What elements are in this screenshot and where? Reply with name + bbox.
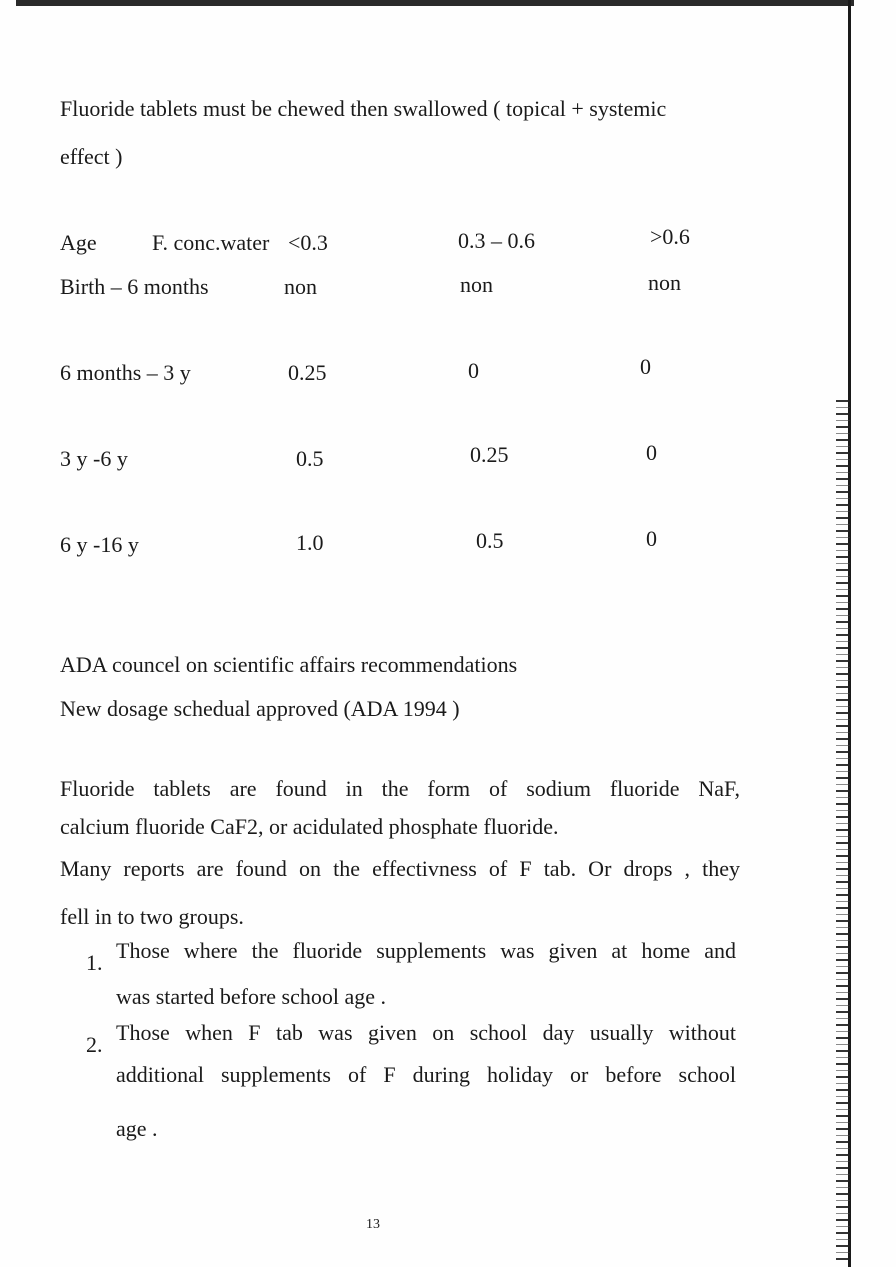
list-item-line: was started before school age .: [116, 984, 387, 1009]
table-cell: 0: [468, 358, 479, 383]
list-number: 2.: [86, 1032, 103, 1057]
table-cell: non: [460, 272, 493, 297]
body-para1-line2: calcium fluoride CaF2, or acidulated phosphate fluoride.: [60, 814, 559, 839]
table-header-col3: >0.6: [650, 224, 690, 249]
table-cell: non: [284, 274, 317, 299]
table-cell: 0.25: [470, 442, 509, 467]
intro-line-2: effect ): [60, 144, 123, 169]
table-cell-age: 6 y -16 y: [60, 532, 139, 557]
table-cell-age: 6 months – 3 y: [60, 360, 191, 385]
table-cell: non: [648, 270, 681, 295]
list-number: 1.: [86, 950, 103, 975]
table-cell: 0.5: [476, 528, 504, 553]
list-item-line: Those where the fluoride supplements was given at home and: [116, 938, 736, 963]
body-para2-line2: fell in to two groups.: [60, 904, 244, 929]
table-cell: 1.0: [296, 530, 324, 555]
list-item-line: Those when F tab was given on school day usually without: [116, 1020, 736, 1045]
table-cell-age: 3 y -6 y: [60, 446, 128, 471]
scan-top-edge: [16, 0, 854, 6]
table-header-col2: 0.3 – 0.6: [458, 228, 535, 253]
table-header-age: Age: [60, 230, 97, 255]
table-cell-age: Birth – 6 months: [60, 274, 209, 299]
table-cell: 0: [646, 526, 657, 551]
table-header-f-conc: F. conc.water: [152, 230, 270, 255]
list-item-line: additional supplements of F during holiday or before school: [116, 1062, 736, 1087]
table-cell: 0.25: [288, 360, 327, 385]
table-cell: 0.5: [296, 446, 324, 471]
table-cell: 0: [646, 440, 657, 465]
ada-line-1: ADA councel on scientific affairs recommendations: [60, 652, 518, 677]
scan-noise: [836, 400, 850, 1260]
table-header-col1: <0.3: [288, 230, 328, 255]
body-para2-line1: Many reports are found on the effectivness of F tab. Or drops , they: [60, 856, 740, 881]
ada-line-2: New dosage schedual approved (ADA 1994 ): [60, 696, 460, 721]
page-number: 13: [366, 1217, 380, 1232]
intro-line-1: Fluoride tablets must be chewed then swallowed ( topical + systemic: [60, 96, 667, 121]
list-item-line: age .: [116, 1116, 158, 1141]
table-cell: 0: [640, 354, 651, 379]
body-para1-line1: Fluoride tablets are found in the form of sodium fluoride NaF,: [60, 776, 740, 801]
